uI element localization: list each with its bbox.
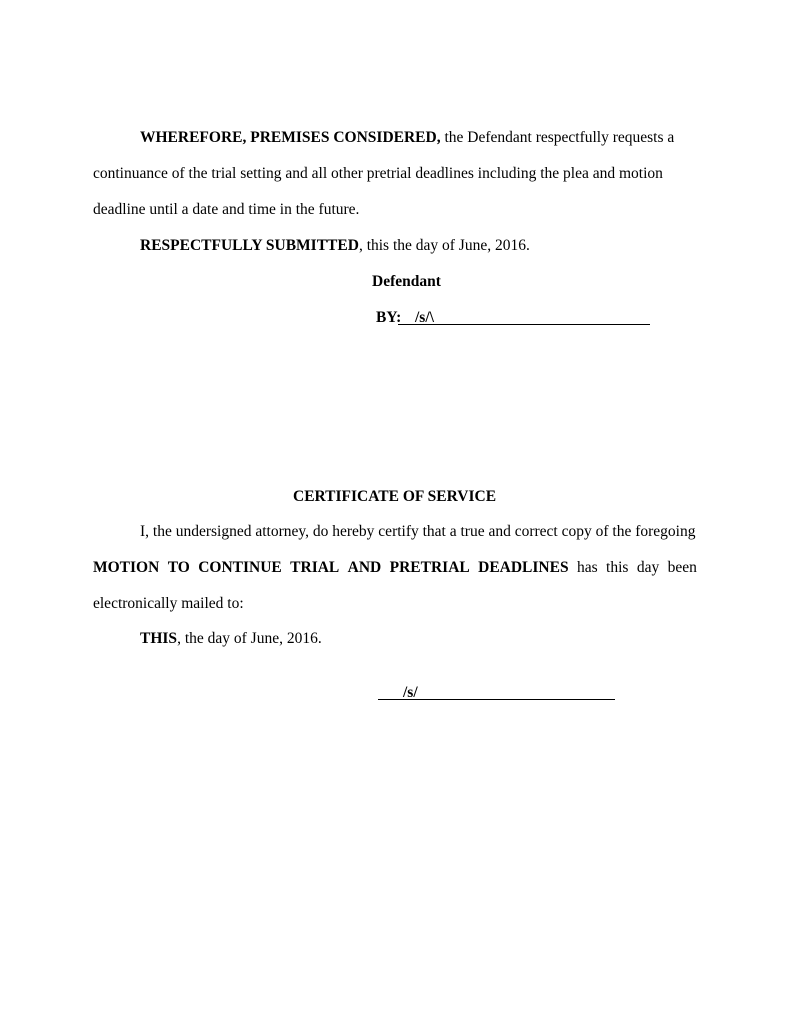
tail-word: day: [636, 559, 660, 576]
tail-word: been: [667, 559, 697, 576]
tail-word: this: [606, 559, 629, 576]
motion-word: TRIAL: [290, 559, 340, 576]
certificate-date-rest: , the day of June, 2016.: [177, 630, 322, 647]
prayer-lead: WHEREFORE, PREMISES CONSIDERED,: [140, 129, 441, 146]
by-label: BY:: [376, 309, 402, 326]
certificate-date-line: [140, 630, 322, 648]
certificate-heading: CERTIFICATE OF SERVICE: [293, 488, 497, 505]
prayer-line-3: deadline until a date and time in the future.: [93, 201, 360, 218]
motion-word: PRETRIAL: [389, 559, 470, 576]
by-signature-rule: [398, 324, 650, 325]
motion-word: AND: [347, 559, 382, 576]
certificate-date-lead: THIS: [140, 630, 178, 647]
certificate-line-2: [93, 559, 697, 577]
prayer-line-1: [140, 129, 674, 147]
tail-word: has: [576, 559, 598, 576]
party-label: Defendant: [372, 273, 441, 290]
certificate-signature-mark: /s/: [403, 684, 418, 701]
certificate-line-1: I, the undersigned attorney, do hereby certify that a true and correct copy of the foregoing: [140, 523, 696, 540]
motion-word: TO: [167, 559, 190, 576]
motion-word: DEADLINES: [478, 559, 569, 576]
prayer-line-2: continuance of the trial setting and all other pretrial deadlines including the plea and motion: [93, 165, 663, 182]
submission-lead: RESPECTFULLY SUBMITTED: [140, 237, 359, 254]
by-signature-mark: /s/\: [415, 309, 434, 326]
submission-rest: , this the day of June, 2016.: [358, 237, 530, 254]
certificate-line-3: electronically mailed to:: [93, 595, 244, 612]
motion-word: CONTINUE: [198, 559, 282, 576]
prayer-line-1-rest: the Defendant respectfully requests a: [440, 129, 675, 146]
motion-word: MOTION: [93, 559, 160, 576]
submission-line: [140, 237, 530, 255]
